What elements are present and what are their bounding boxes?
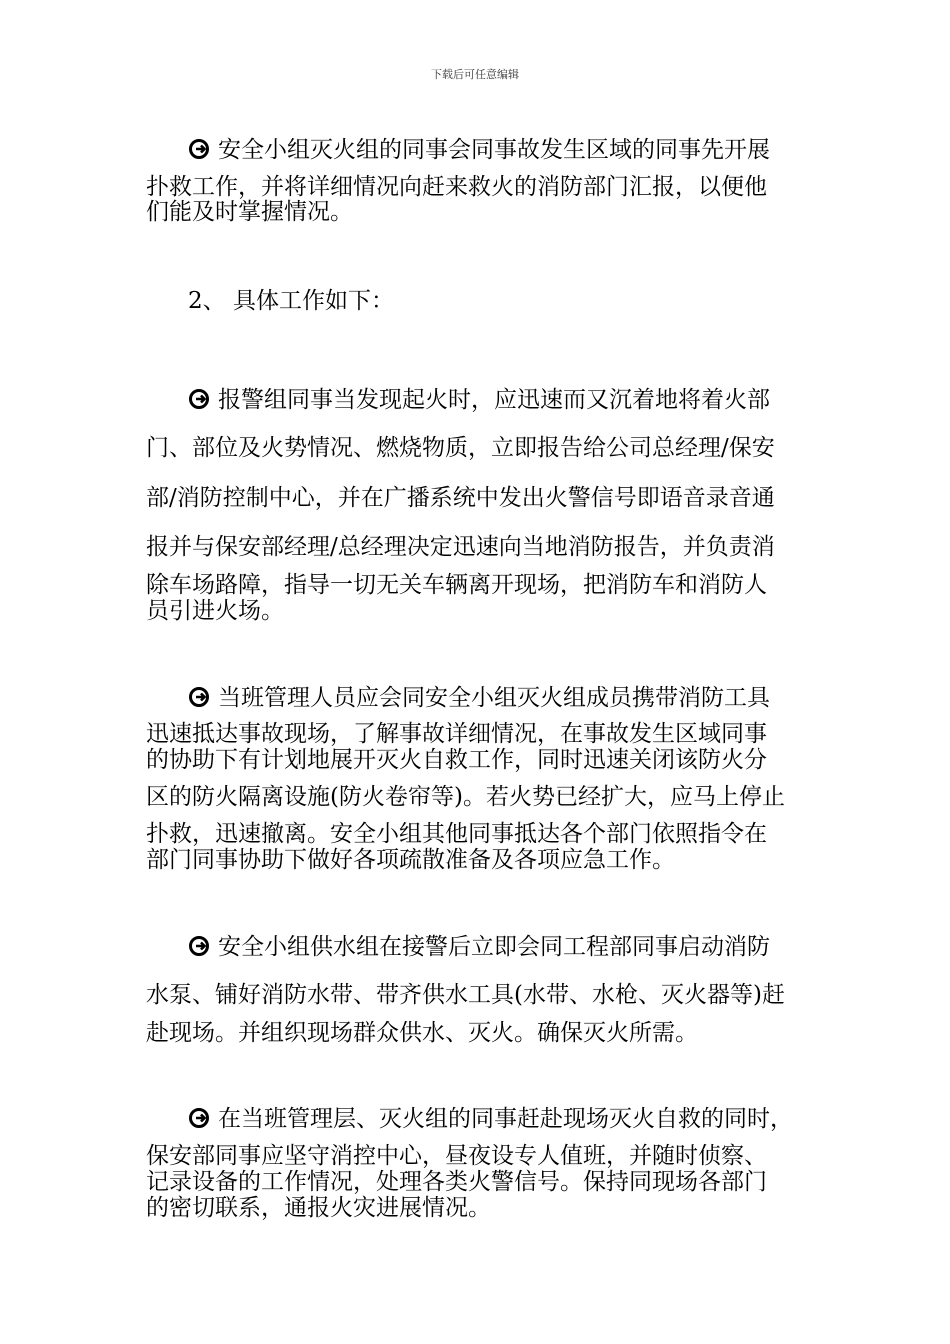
paragraph-5-line-4: 的密切联系，通报火灾进展情况。 <box>146 1195 491 1221</box>
paragraph-text: 当班管理人员应会同安全小组灭火组成员携带消防工具 <box>218 685 770 711</box>
paragraph-5-line-2: 保安部同事应坚守消控中心，昼夜设专人值班，并随时侦察、 <box>146 1143 767 1169</box>
circle-arrow-right-icon <box>188 935 210 957</box>
paragraph-3-line-6: 部门同事协助下做好各项疏散准备及各项应急工作。 <box>146 847 675 873</box>
circle-arrow-right-icon <box>188 388 210 410</box>
page-header: 下载后可任意编辑 <box>431 68 519 81</box>
paragraph-3-line-5: 扑救，迅速撤离。安全小组其他同事抵达各个部门依照指令在 <box>146 821 767 847</box>
paragraph-2-line-3: 部/消防控制中心，并在广播系统中发出火警信号即语音录音通 <box>146 485 775 511</box>
paragraph-4-line-1 <box>188 935 770 959</box>
paragraph-4-line-3: 赴现场。并组织现场群众供水、灭火。确保灭火所需。 <box>146 1020 698 1046</box>
paragraph-2-line-1 <box>188 388 770 412</box>
paragraph-3-line-3: 的协助下有计划地展开灭火自救工作，同时迅速关闭该防火分 <box>146 747 767 773</box>
paragraph-4-line-2: 水泵、铺好消防水带、带齐供水工具(水带、水枪、灭火器等)赶 <box>146 982 785 1008</box>
paragraph-text: 安全小组灭火组的同事会同事故发生区域的同事先开展 <box>218 137 770 163</box>
paragraph-1-line-1 <box>188 138 770 162</box>
paragraph-5-line-3: 记录设备的工作情况，处理各类火警信号。保持同现场各部门 <box>146 1169 767 1195</box>
paragraph-2-line-5: 除车场路障，指导一切无关车辆离开现场，把消防车和消防人 <box>146 572 767 598</box>
paragraph-5-line-1 <box>188 1107 793 1131</box>
paragraph-text: 在当班管理层、灭火组的同事赶赴现场灭火自救的同时， <box>218 1106 793 1132</box>
circle-arrow-right-icon <box>188 138 210 160</box>
circle-arrow-right-icon <box>188 1107 210 1129</box>
circle-arrow-right-icon <box>188 686 210 708</box>
paragraph-2-line-2: 门、部位及火势情况、燃烧物质，立即报告给公司总经理/保安 <box>146 435 775 461</box>
paragraph-3-line-4: 区的防火隔离设施(防火卷帘等)。若火势已经扩大，应马上停止 <box>146 784 785 810</box>
paragraph-2-line-6: 员引进火场。 <box>146 598 284 624</box>
paragraph-3-line-1 <box>188 686 770 710</box>
section-heading: 2、 具体工作如下： <box>188 288 394 314</box>
paragraph-text: 报警组同事当发现起火时，应迅速而又沉着地将着火部 <box>218 387 770 413</box>
paragraph-3-line-2: 迅速抵达事故现场，了解事故详细情况，在事故发生区域同事 <box>146 721 767 747</box>
paragraph-text: 安全小组供水组在接警后立即会同工程部同事启动消防 <box>218 934 770 960</box>
paragraph-1-line-2: 扑救工作，并将详细情况向赶来救火的消防部门汇报，以便他 <box>146 174 767 200</box>
paragraph-1-line-3: 们能及时掌握情况。 <box>146 199 353 225</box>
paragraph-2-line-4: 报并与保安部经理/总经理决定迅速向当地消防报告，并负责消 <box>146 534 775 560</box>
